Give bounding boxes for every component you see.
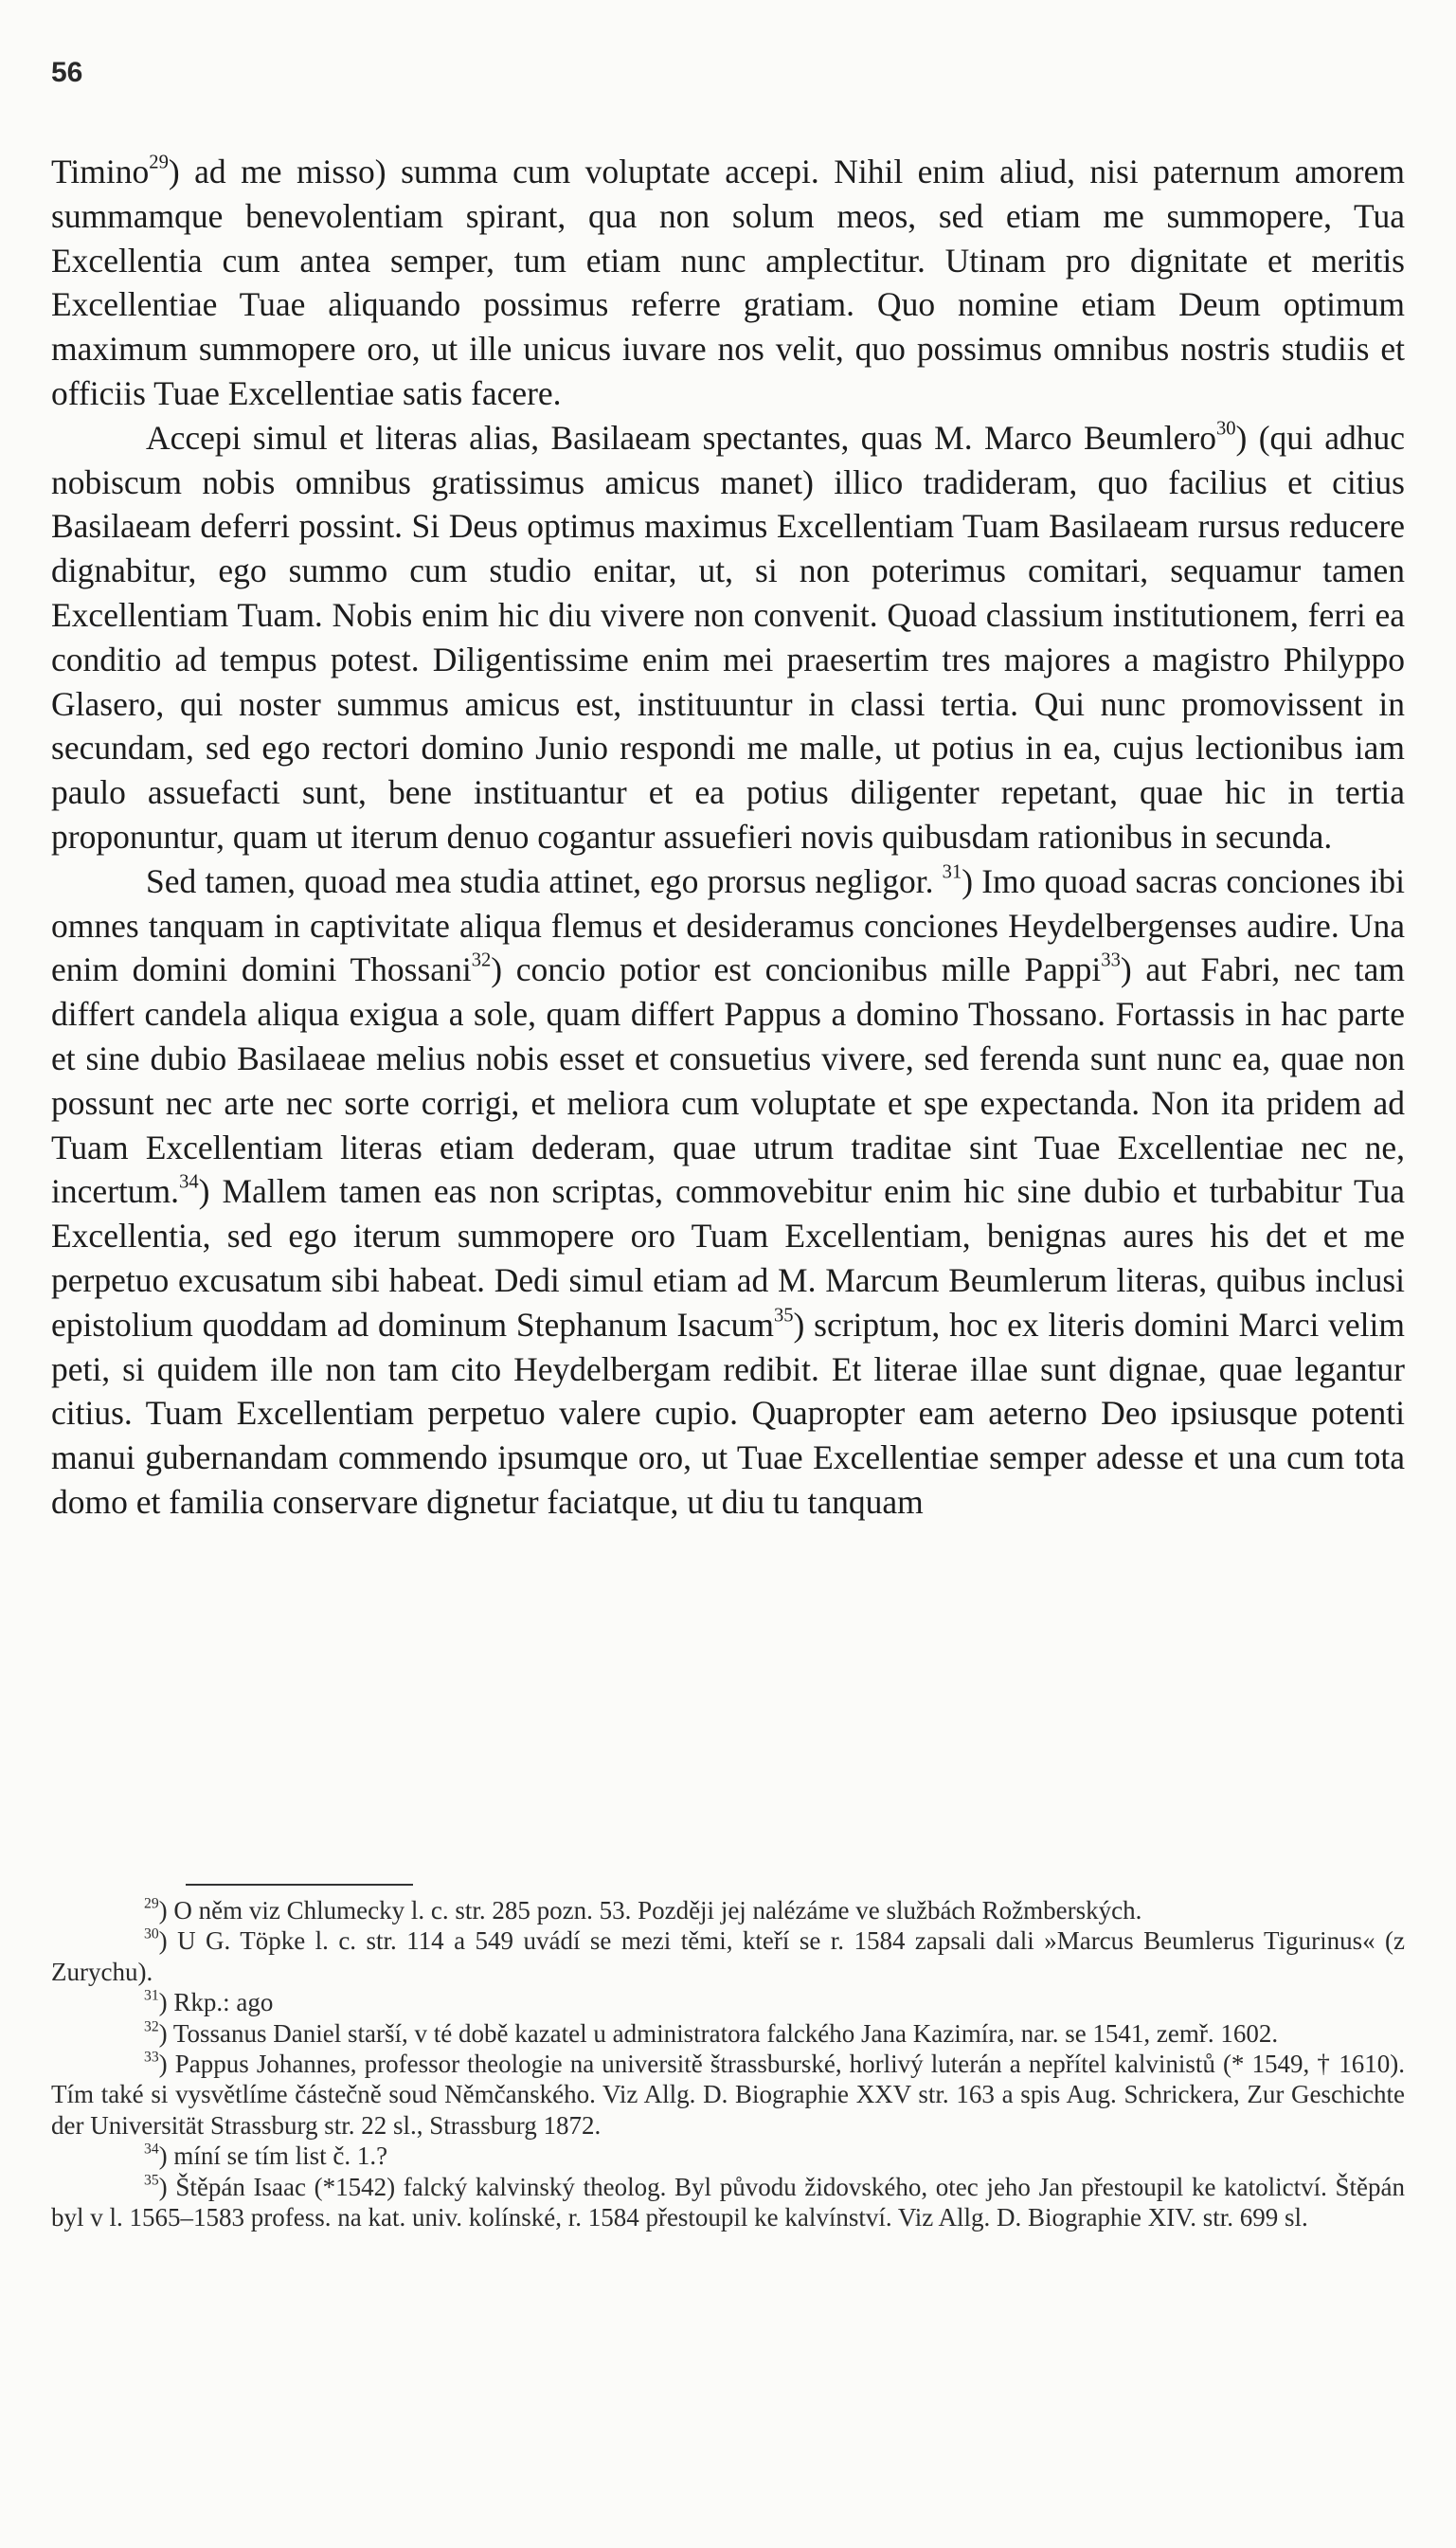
footnote-ref-32: 32 <box>471 949 492 971</box>
paragraph-2: Accepi simul et literas alias, Basilaeam spectantes, quas M. Marco Beumlero$^{30}$) (qui adhuc nobiscum nobis omnibus gratissimus amicus manet) illico tradideram, quo facilius et citius Basilaeam deferri possint. Si Deus optimus maximus Excellentiam Tuam Basilaeam rursus reducere dignabitur, ego summo cum studio enitar, ut, si non poterimus comitari, sequamur tamen Excellentiam Tuam. Nobis enim hic diu vivere non convenit. Quoad classium institutionem, ferri ea conditio ad tempus potest. Diligentissime enim mei praesertim tres majores a magistro Philyppo Glasero, qui noster summus amicus est, instituuntur in classi tertia. Qui nunc promovissent in secundam, sed ego rectori domino Junio respondi me malle, ut potius in ea, cujus lectionibus iam paulo assuefacti sunt, bene instituantur et ea potius diligenter repetant, quae hic in tertia proponuntur, quam ut iterum denuo cogantur assuefieri novis quibusdam rationibus in secunda. <box>51 418 1405 856</box>
footnote-ref-31: 31 <box>942 861 962 883</box>
footnote: $^{30}$) U G. Töpke l. c. str. 114 a 549 uvádí se mezi těmi, kteří se r. 1584 zapsali dali »Marcus Beumlerus Tigurinus« (z Zurychu). <box>51 1925 1405 1986</box>
footnote: $^{33}$) Pappus Johannes, professor theologie na universitě štrassburské, horlivý luterán a nepřítel kalvinistů (* 1549, † 1610). Tím také si vysvětlíme částečně soud Němčanského. Viz Allg. D. Biographie XXV str. 163 a spis Aug. Schrickera, Zur Geschichte der Universität Strassburg str. 22 sl., Strassburg 1872. <box>51 2049 1405 2140</box>
footnote-ref-29: 29 <box>149 152 169 173</box>
paragraph-3: Sed tamen, quoad mea studia attinet, ego prorsus negligor. $^{31}$) Imo quoad sacras conciones ibi omnes tanquam in captivitate aliqua flemus et desideramus conciones Heydelbergenses audire. Una enim domini domini Thossani$^{32}$) concio potior est concionibus mille Pappi$^{33}$) aut Fabri, nec tam differt candela aliqua exigua a sole, quam differt Pappus a domino Thossano. Fortassis in hac parte et sine dubio Basilaeae melius nobis esset et consuetius vivere, sed ferenda sunt nunc ea, quae non possunt nec arte nec sorte corrigi, et meliora cum voluptate et spe expectanda. Non ita pridem ad Tuam Excellentiam literas etiam dederam, quae utrum traditae sint Tuae Excellentiae nec ne, incertum.$^{34}$) Mallem tamen eas non scriptas, commovebitur enim hic sine dubio et turbabitur Tua Excellentia, sed ego iterum summopere oro Tuam Excellentiam, benignas aures his det et me perpetuo excusatum sibi habeat. Dedi simul etiam ad M. Marcum Beumlerum literas, quibus inclusi epistolium quoddam ad dominum Stephanum Isacum$^{35}$) scriptum, hoc ex literis domini Marci velim peti, si quidem ille non tam cito Heydelbergam redibit. Et literae illae sunt dignae, quae legantur citius. Tuam Excellentiam perpetuo valere cupio. Quapropter eam aeterno Deo ipsiusque potenti manui gubernandam commendo ipsumque oro, ut Tuae Excellentiae semper adesse et una cum tota domo et familia conservare dignetur faciatque, ut diu tu tanquam <box>51 861 1406 1521</box>
page-number: 56 <box>51 57 83 88</box>
footnote: $^{32}$) Tossanus Daniel starší, v té době kazatel u administratora falckého Jana Kazimíra, nar. se 1541, zemř. 1602. <box>144 2017 1279 2048</box>
footnote: $^{29}$) O něm viz Chlumecky l. c. str. 285 pozn. 53. Později jej nalézáme ve službách Rožmberských. <box>144 1895 1142 1925</box>
footnote: $^{34}$) míní se tím list č. 1.? <box>144 2141 388 2171</box>
body-text <box>51 150 1405 1525</box>
footnote-ref-33: 33 <box>1101 949 1121 971</box>
footnote-ref-30: 30 <box>1215 418 1236 440</box>
paragraph-1: Timino$^{29}$) ad me misso) summa cum voluptate accepi. Nihil enim aliud, nisi paternum amorem summamque benevolentiam spirant, qua non solum meos, sed etiam me summopere, Tua Excellentia cum antea semper, tum etiam nunc amplectitur. Utinam pro dignitate et meritis Excellentiae Tuae aliquando possimus referre gratiam. Quo nomine etiam Deum optimum maximum summopere oro, ut ille unicus iuvare nos velit, quo possimus omnibus nostris studiis et officiis Tuae Excellentiae satis facere. <box>51 152 1405 412</box>
footnote: $^{35}$) Štěpán Isaac (*1542) falcký kalvinský theolog. Byl původu židovského, otec jeho Jan přestoupil ke katolictví. Štěpán byl v l. 1565–1583 profess. na kat. univ. kolínské, r. 1584 přestoupil ke kalvínství. Viz Allg. D. Biographie XIV. str. 699 sl. <box>51 2171 1405 2232</box>
footnotes <box>51 1895 1405 2232</box>
footnote: $^{31}$) Rkp.: ago <box>144 1987 274 2017</box>
footnote-ref-34: 34 <box>179 1171 199 1193</box>
footnote-ref-35: 35 <box>773 1305 794 1327</box>
footnote-divider <box>186 1884 413 1886</box>
